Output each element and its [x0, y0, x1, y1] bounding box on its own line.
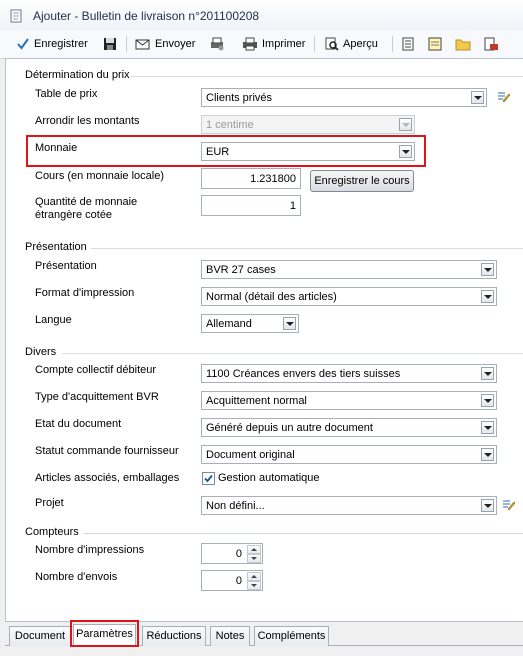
title-bar [0, 0, 523, 31]
save-button-label: Enregistrer [34, 38, 88, 50]
tab-complements[interactable]: Compléments [254, 626, 329, 646]
section-divider [83, 533, 523, 534]
toolbar-separator [392, 36, 393, 52]
chevron-down-icon[interactable] [481, 290, 494, 303]
checkmark-icon [203, 473, 214, 484]
section-misc-heading: Divers [25, 346, 57, 358]
stepper-down-icon[interactable] [247, 554, 261, 563]
send-envelope-icon [135, 37, 151, 51]
project-value: Non défini... [206, 500, 265, 512]
exchange-rate-value: 1.231800 [250, 173, 296, 185]
price-table-label: Table de prix [35, 88, 98, 100]
folder-icon [455, 37, 471, 51]
chevron-down-icon[interactable] [481, 499, 494, 512]
chevron-down-icon[interactable] [481, 448, 494, 461]
stepper-up-icon[interactable] [247, 545, 261, 554]
currency-value: EUR [206, 146, 230, 158]
export-button[interactable] [483, 35, 499, 53]
checkmark-icon [16, 37, 30, 51]
send-count-value: 0 [235, 575, 242, 587]
language-label: Langue [35, 314, 72, 326]
print-count-stepper[interactable] [201, 543, 263, 564]
layout-select[interactable] [201, 260, 497, 279]
save-rate-button[interactable]: Enregistrer le cours [310, 170, 414, 192]
exchange-rate-label: Cours (en monnaie locale) [35, 170, 165, 182]
tab-highlight-frame [70, 620, 139, 647]
currency-highlight-frame [26, 135, 426, 167]
chevron-down-icon[interactable] [481, 394, 494, 407]
print-settings-icon [209, 37, 225, 51]
export-document-icon [483, 37, 499, 51]
window-title: Ajouter - Bulletin de livraison n°201100208 [33, 9, 260, 23]
chevron-down-icon[interactable] [283, 317, 296, 330]
send-count-stepper[interactable] [201, 570, 263, 591]
preview-button-label: Aperçu [343, 38, 378, 50]
floppy-save-button[interactable] [103, 35, 117, 53]
layout-value: BVR 27 cases [206, 264, 276, 276]
quoted-quantity-input[interactable] [201, 195, 301, 216]
debtor-account-label: Compte collectif débiteur [35, 364, 157, 376]
layout-label: Présentation [35, 260, 97, 272]
rounding-label: Arrondir les montants [35, 115, 140, 127]
toolbar-separator [314, 36, 315, 52]
supplier-status-value: Document original [206, 449, 295, 461]
chevron-down-icon[interactable] [481, 263, 494, 276]
auto-management-checkbox[interactable] [202, 472, 215, 485]
section-divider [131, 76, 523, 77]
currency-label: Monnaie [35, 142, 78, 154]
related-articles-label: Articles associés, emballages [35, 472, 180, 484]
print-count-value: 0 [235, 548, 242, 560]
quoted-quantity-label-line2: étrangère cotée [35, 209, 113, 221]
tab-notes[interactable]: Notes [210, 626, 250, 646]
print-button[interactable] [242, 35, 305, 53]
chevron-down-icon[interactable] [481, 421, 494, 434]
print-format-label: Format d'impression [35, 287, 135, 299]
tab-parameters[interactable]: Paramètres [73, 624, 136, 646]
notes-button[interactable] [428, 35, 442, 53]
send-count-label: Nombre d'envois [35, 571, 118, 583]
chevron-down-icon [399, 118, 412, 131]
print-button-label: Imprimer [262, 38, 306, 50]
bvr-type-value: Acquittement normal [206, 395, 307, 407]
section-counters-heading: Compteurs [25, 526, 79, 538]
document-state-label: Etat du document [35, 418, 122, 430]
preview-button[interactable] [325, 35, 378, 53]
print-format-value: Normal (détail des articles) [206, 291, 337, 303]
print-options-button[interactable] [209, 35, 225, 53]
quoted-quantity-label-line1: Quantité de monnaie [35, 196, 138, 208]
folder-button[interactable] [455, 35, 471, 53]
notepad-icon [428, 37, 442, 51]
toolbar-separator [126, 36, 127, 52]
debtor-account-value: 1100 Créances envers des tiers suisses [206, 368, 401, 380]
section-price-heading: Détermination du prix [25, 69, 130, 81]
exchange-rate-input[interactable] [201, 168, 301, 189]
document-list-icon [402, 37, 414, 51]
stepper-down-icon[interactable] [247, 581, 261, 590]
edit-list-icon[interactable] [497, 90, 511, 104]
chevron-down-icon[interactable] [471, 91, 484, 104]
section-divider [62, 353, 523, 354]
save-button[interactable] [16, 35, 88, 53]
language-select[interactable] [201, 314, 299, 333]
document-state-select[interactable] [201, 418, 497, 437]
printer-icon [242, 37, 258, 51]
debtor-account-select[interactable] [201, 364, 497, 383]
price-table-select[interactable] [201, 88, 487, 107]
edit-list-icon[interactable] [502, 498, 516, 512]
rounding-value: 1 centime [206, 119, 254, 131]
bvr-type-label: Type d'acquittement BVR [35, 391, 159, 403]
tab-document[interactable]: Document [9, 626, 71, 646]
supplier-status-select[interactable] [201, 445, 497, 464]
price-table-value: Clients privés [206, 92, 273, 104]
tab-reductions[interactable]: Réductions [142, 626, 206, 646]
supplier-status-label: Statut commande fournisseur [35, 445, 179, 457]
stepper-up-icon[interactable] [247, 572, 261, 581]
document-list-button[interactable] [402, 35, 414, 53]
print-format-select[interactable] [201, 287, 497, 306]
auto-management-label[interactable]: Gestion automatique [218, 472, 320, 484]
project-select[interactable] [201, 496, 497, 515]
quoted-quantity-value: 1 [289, 200, 296, 212]
project-label: Projet [35, 497, 64, 509]
chevron-down-icon[interactable] [481, 367, 494, 380]
language-value: Allemand [206, 318, 252, 330]
floppy-disk-icon [103, 37, 117, 51]
section-divider [91, 248, 523, 249]
toolbar [0, 30, 523, 59]
print-count-label: Nombre d'impressions [35, 544, 145, 556]
send-button-label: Envoyer [155, 38, 196, 50]
send-button[interactable] [135, 35, 195, 53]
section-presentation-heading: Présentation [25, 241, 87, 253]
rounding-select [201, 115, 415, 134]
bvr-type-select[interactable] [201, 391, 497, 410]
magnifier-icon [325, 37, 339, 51]
document-app-icon [9, 9, 23, 23]
document-state-value: Généré depuis un autre document [206, 422, 373, 434]
